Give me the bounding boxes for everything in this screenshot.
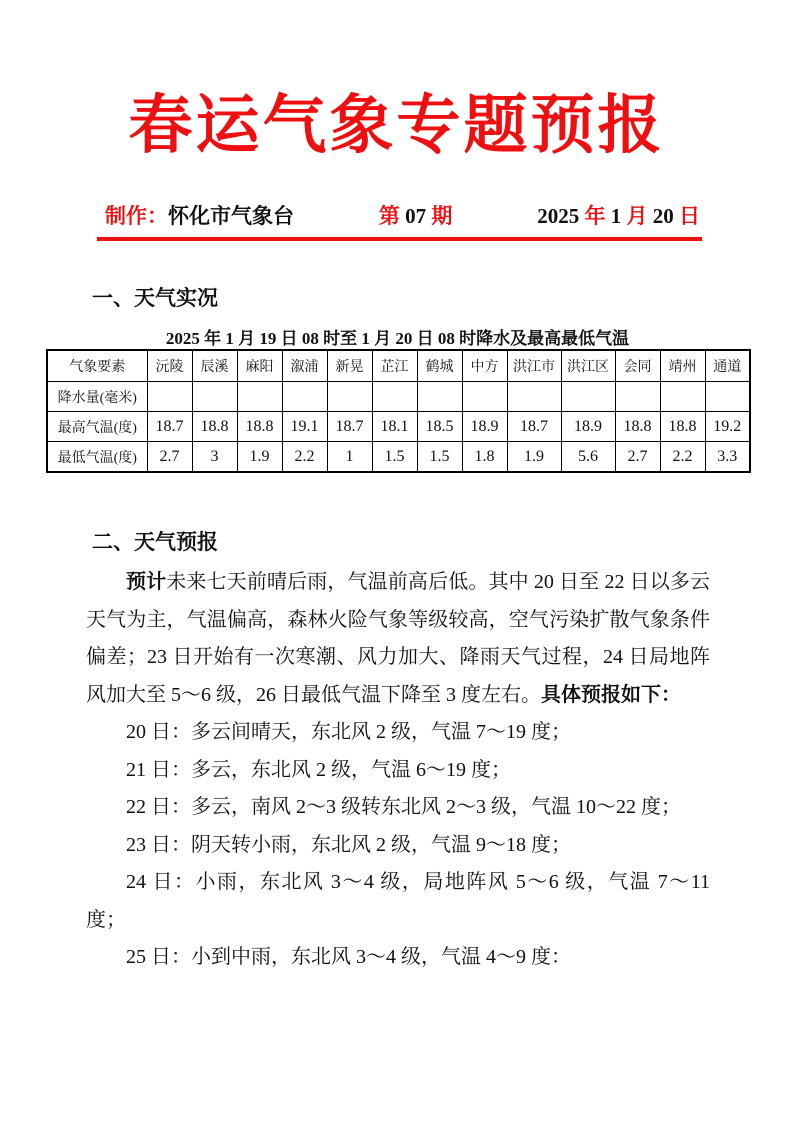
forecast-text [86,564,710,977]
table-cell: 2.7 [147,442,192,473]
row-label: 最高气温(度) [47,412,147,442]
table-cell: 18.8 [192,412,237,442]
table-cell: 18.8 [660,412,705,442]
row-label: 降水量(毫米) [47,382,147,412]
column-header: 新晃 [327,350,372,382]
table-header-row [47,350,750,382]
table-cell: 18.7 [507,412,561,442]
forecast-item: 20 日：多云间晴天，东北风 2 级，气温 7～19 度； [126,721,571,743]
column-header: 鹤城 [417,350,462,382]
column-header: 会同 [615,350,660,382]
table-cell: 18.7 [147,412,192,442]
table-cell [237,382,282,412]
issuer-label: 制作： [105,204,168,228]
table-cell [417,382,462,412]
column-header: 芷江 [372,350,417,382]
table-cell [462,382,507,412]
masthead [105,202,700,230]
table-row-min-temp [47,442,750,473]
forecast-intro-body: 未来七天前晴后雨，气温前高后低。其中 20 日至 22 日以多云天气为主，气温偏高，森林火险气象等级较高，空气污染扩散气象条件偏差；23 日开始有一次寒潮、风力加大、降雨天气过程，24 日局地阵风加大至 5～6 级，26 日最低气温下降至 3 度左右。 [86,571,711,706]
column-header: 中方 [462,350,507,382]
column-header: 洪江区 [561,350,615,382]
forecast-intro-tail: 具体预报如下： [541,683,681,706]
column-header: 辰溪 [192,350,237,382]
table-cell: 1.5 [417,442,462,473]
table-cell: 1.8 [462,442,507,473]
table-cell [192,382,237,412]
weather-table [46,349,751,473]
table-cell [561,382,615,412]
table-cell: 1 [327,442,372,473]
table-cell: 5.6 [561,442,615,473]
table-cell [372,382,417,412]
document-body [0,285,793,977]
issue-date: 2025 年 1 月 20 日 [537,204,700,228]
table-cell [615,382,660,412]
forecast-item: 21 日：多云，东北风 2 级，气温 6～19 度； [126,758,511,781]
table-cell: 18.7 [327,412,372,442]
table-cell: 19.2 [705,412,750,442]
table-cell: 1.9 [507,442,561,473]
table-cell [705,382,750,412]
column-header: 通道 [705,350,750,382]
column-header: 沅陵 [147,350,192,382]
table-cell: 1.9 [237,442,282,473]
issue-number: 第 07 期 [378,204,453,228]
table-cell: 3 [192,442,237,473]
column-header: 麻阳 [237,350,282,382]
issuer-name: 怀化市气象台 [168,204,294,228]
table-cell: 18.1 [372,412,417,442]
table-row-precipitation [47,382,750,412]
table-cell: 19.1 [282,412,327,442]
table-cell: 18.5 [417,412,462,442]
table-cell [507,382,561,412]
table-cell: 18.9 [561,412,615,442]
table-cell [327,382,372,412]
table-cell [282,382,327,412]
table-cell [147,382,192,412]
table-cell: 2.2 [660,442,705,473]
forecast-intro-lead: 预计 [126,571,167,593]
column-header: 气象要素 [47,350,147,382]
table-cell: 18.8 [615,412,660,442]
column-header: 洪江市 [507,350,561,382]
section-heading-weather-actual: 一、天气实况 [92,287,218,310]
table-cell: 18.8 [237,412,282,442]
forecast-intro [86,564,710,714]
column-header: 靖州 [660,350,705,382]
forecast-item: 22 日：多云，南风 2～3 级转东北风 2～3 级，气温 10～22 度； [126,796,681,818]
row-label: 最低气温(度) [47,442,147,473]
table-cell: 1.5 [372,442,417,473]
forecast-item: 24 日：小雨，东北风 3～4 级，局地阵风 5～6 级，气温 7～11 度； [86,871,710,931]
column-header: 溆浦 [282,350,327,382]
table-cell: 3.3 [705,442,750,473]
table-row-max-temp [47,412,750,442]
red-divider [97,237,702,241]
forecast-item: 25 日：小到中雨，东北风 3～4 级，气温 4～9 度： [126,946,571,968]
table-cell: 2.7 [615,442,660,473]
table-cell: 2.2 [282,442,327,473]
table-cell [660,382,705,412]
table-title: 2025 年 1 月 19 日 08 时至 1 月 20 日 08 时降水及最高最低气温 [165,329,630,348]
table-cell: 18.9 [462,412,507,442]
issuer [105,202,294,230]
forecast-item: 23 日：阴天转小雨，东北风 2 级，气温 9～18 度； [126,833,571,856]
page-title: 春运气象专题预报 [128,90,665,161]
section-heading-forecast: 二、天气预报 [92,531,218,554]
